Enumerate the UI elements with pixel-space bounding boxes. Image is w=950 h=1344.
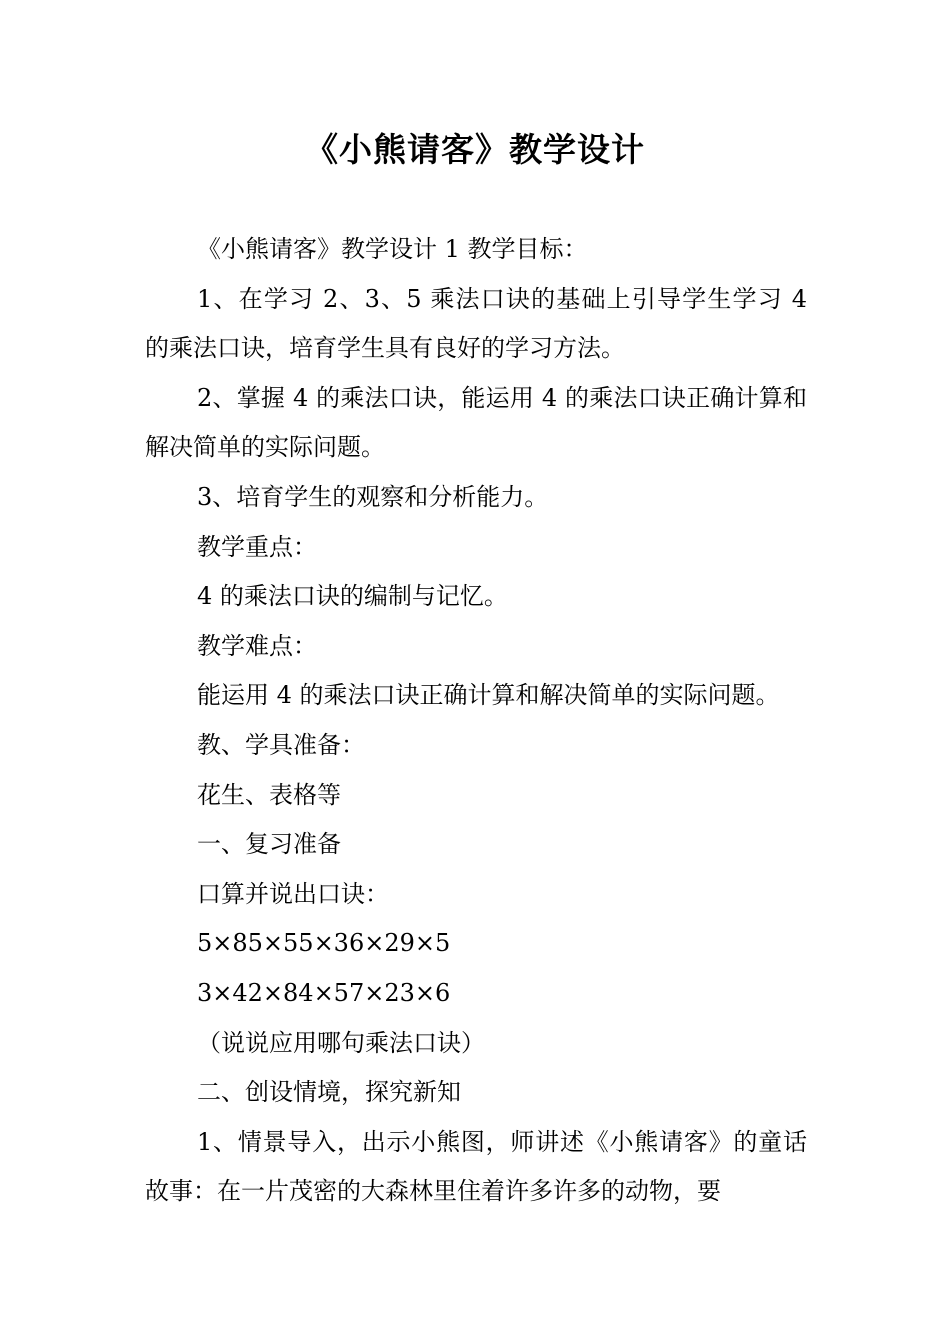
heading-review: 一、复习准备 [197, 830, 341, 859]
heading-key-points: 教学重点： [197, 532, 317, 561]
document-body [145, 225, 807, 1217]
heading-new-knowledge: 二、创设情境，探究新知 [197, 1078, 461, 1107]
paragraph-materials: 花生、表格等 [197, 780, 341, 809]
heading-difficulties: 教学难点： [197, 631, 317, 660]
paragraph-exercise-row-1: 5×85×55×36×29×5 [197, 929, 451, 958]
paragraph-goal-3: 3、培育学生的观察和分析能力。 [197, 482, 549, 511]
paragraph-intro: 《小熊请客》教学设计 1 教学目标： [197, 235, 588, 263]
paragraph-story-intro: 1、情景导入，出示小熊图，师讲述《小熊请客》的童话故事：在一片茂密的大森林里住着许多许多的动物，要 [145, 1127, 807, 1206]
paragraph-exercise-row-2: 3×42×84×57×23×6 [197, 978, 451, 1007]
paragraph-goal-1: 1、在学习 2、3、5 乘法口诀的基础上引导学生学习 4 的乘法口诀，培育学生具有良好的学习方法。 [145, 284, 807, 363]
heading-materials: 教、学具准备： [197, 730, 365, 759]
paragraph-goal-2: 2、掌握 4 的乘法口诀，能运用 4 的乘法口诀正确计算和解决简单的实际问题。 [145, 383, 807, 462]
paragraph-difficulties: 能运用 4 的乘法口诀正确计算和解决简单的实际问题。 [197, 681, 780, 710]
document-title: 《小熊请客》教学设计 [305, 130, 645, 169]
paragraph-oral-calc: 口算并说出口诀： [197, 879, 389, 908]
paragraph-exercise-note: （说说应用哪句乘法口诀） [197, 1028, 485, 1057]
paragraph-key-points: 4 的乘法口诀的编制与记忆。 [197, 582, 508, 611]
